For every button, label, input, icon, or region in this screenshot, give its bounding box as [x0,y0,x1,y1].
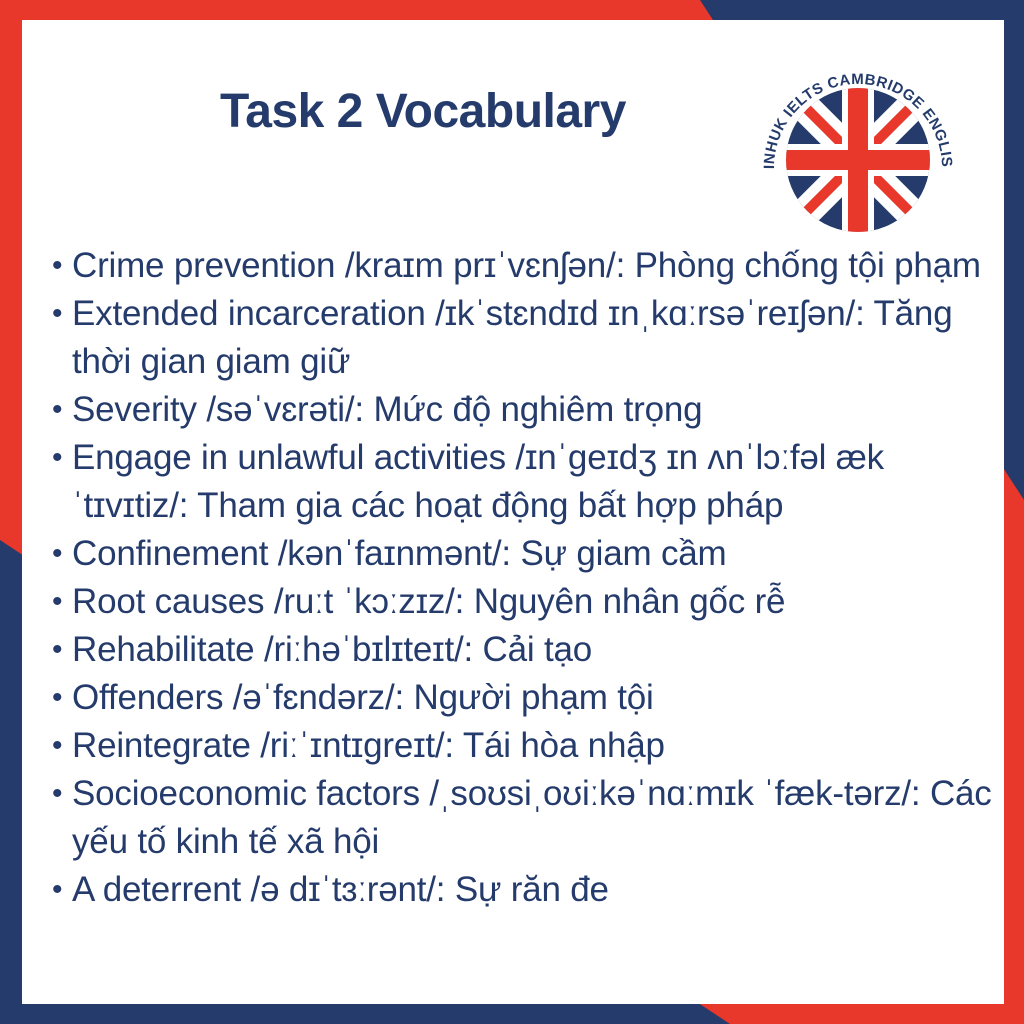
bullet-icon: • [52,873,63,906]
list-item [50,530,995,578]
vocab-text: A deterrent /ə dɪˈtɜːrənt/: Sự răn đe [72,870,609,909]
list-item [50,770,995,866]
vocab-text: Root causes /ruːt ˈkɔːzɪz/: Nguyên nhân gốc rễ [72,582,786,621]
bullet-icon: • [52,633,63,666]
vocab-text: Reintegrate /riːˈɪntɪɡreɪt/: Tái hòa nhập [72,726,665,765]
bullet-icon: • [52,585,63,618]
bullet-icon: • [52,393,63,426]
vocab-text: Offenders /əˈfɛndərz/: Người phạm tội [72,678,654,717]
vocab-text: Severity /səˈvɛrəti/: Mức độ nghiêm trọng [72,390,703,429]
vocab-text: Engage in unlawful activities /ɪnˈɡeɪdʒ ɪn ʌnˈlɔːfəl ækˈtɪvɪtiz/: Tham gia các hoạt động bất hợp pháp [72,438,884,525]
bullet-icon: • [52,729,63,762]
vocabulary-list [50,242,995,914]
list-item [50,386,995,434]
bullet-icon: • [52,777,63,810]
bullet-icon: • [52,297,63,330]
page-title: Task 2 Vocabulary [220,85,626,138]
logo-text: INHUK IELTS CAMBRIDGE ENGLIS [760,70,956,170]
bullet-icon: • [52,681,63,714]
list-item [50,674,995,722]
vocab-text: Socioeconomic factors /ˌsoʊsiˌoʊiːkəˈnɑːmɪk ˈfæk-tərz/: Các yếu tố kinh tế xã hội [72,774,992,861]
bullet-icon: • [52,249,63,282]
list-item [50,290,995,386]
bullet-icon: • [52,441,63,474]
vocab-text: Confinement /kənˈfaɪnmənt/: Sự giam cầm [72,534,727,573]
list-item [50,626,995,674]
vocab-text: Crime prevention /kraɪm prɪˈvɛnʃən/: Phòng chống tội phạm [72,246,981,285]
list-item [50,578,995,626]
logo [752,38,964,250]
list-item [50,866,995,914]
list-item [50,242,995,290]
vocab-text: Extended incarceration /ɪkˈstɛndɪd ɪnˌkɑːrsəˈreɪʃən/: Tăng thời gian giam giữ [72,294,953,381]
list-item [50,722,995,770]
list-item [50,434,995,530]
vocab-text: Rehabilitate /riːhəˈbɪlɪteɪt/: Cải tạo [72,630,593,669]
bullet-icon: • [52,537,63,570]
